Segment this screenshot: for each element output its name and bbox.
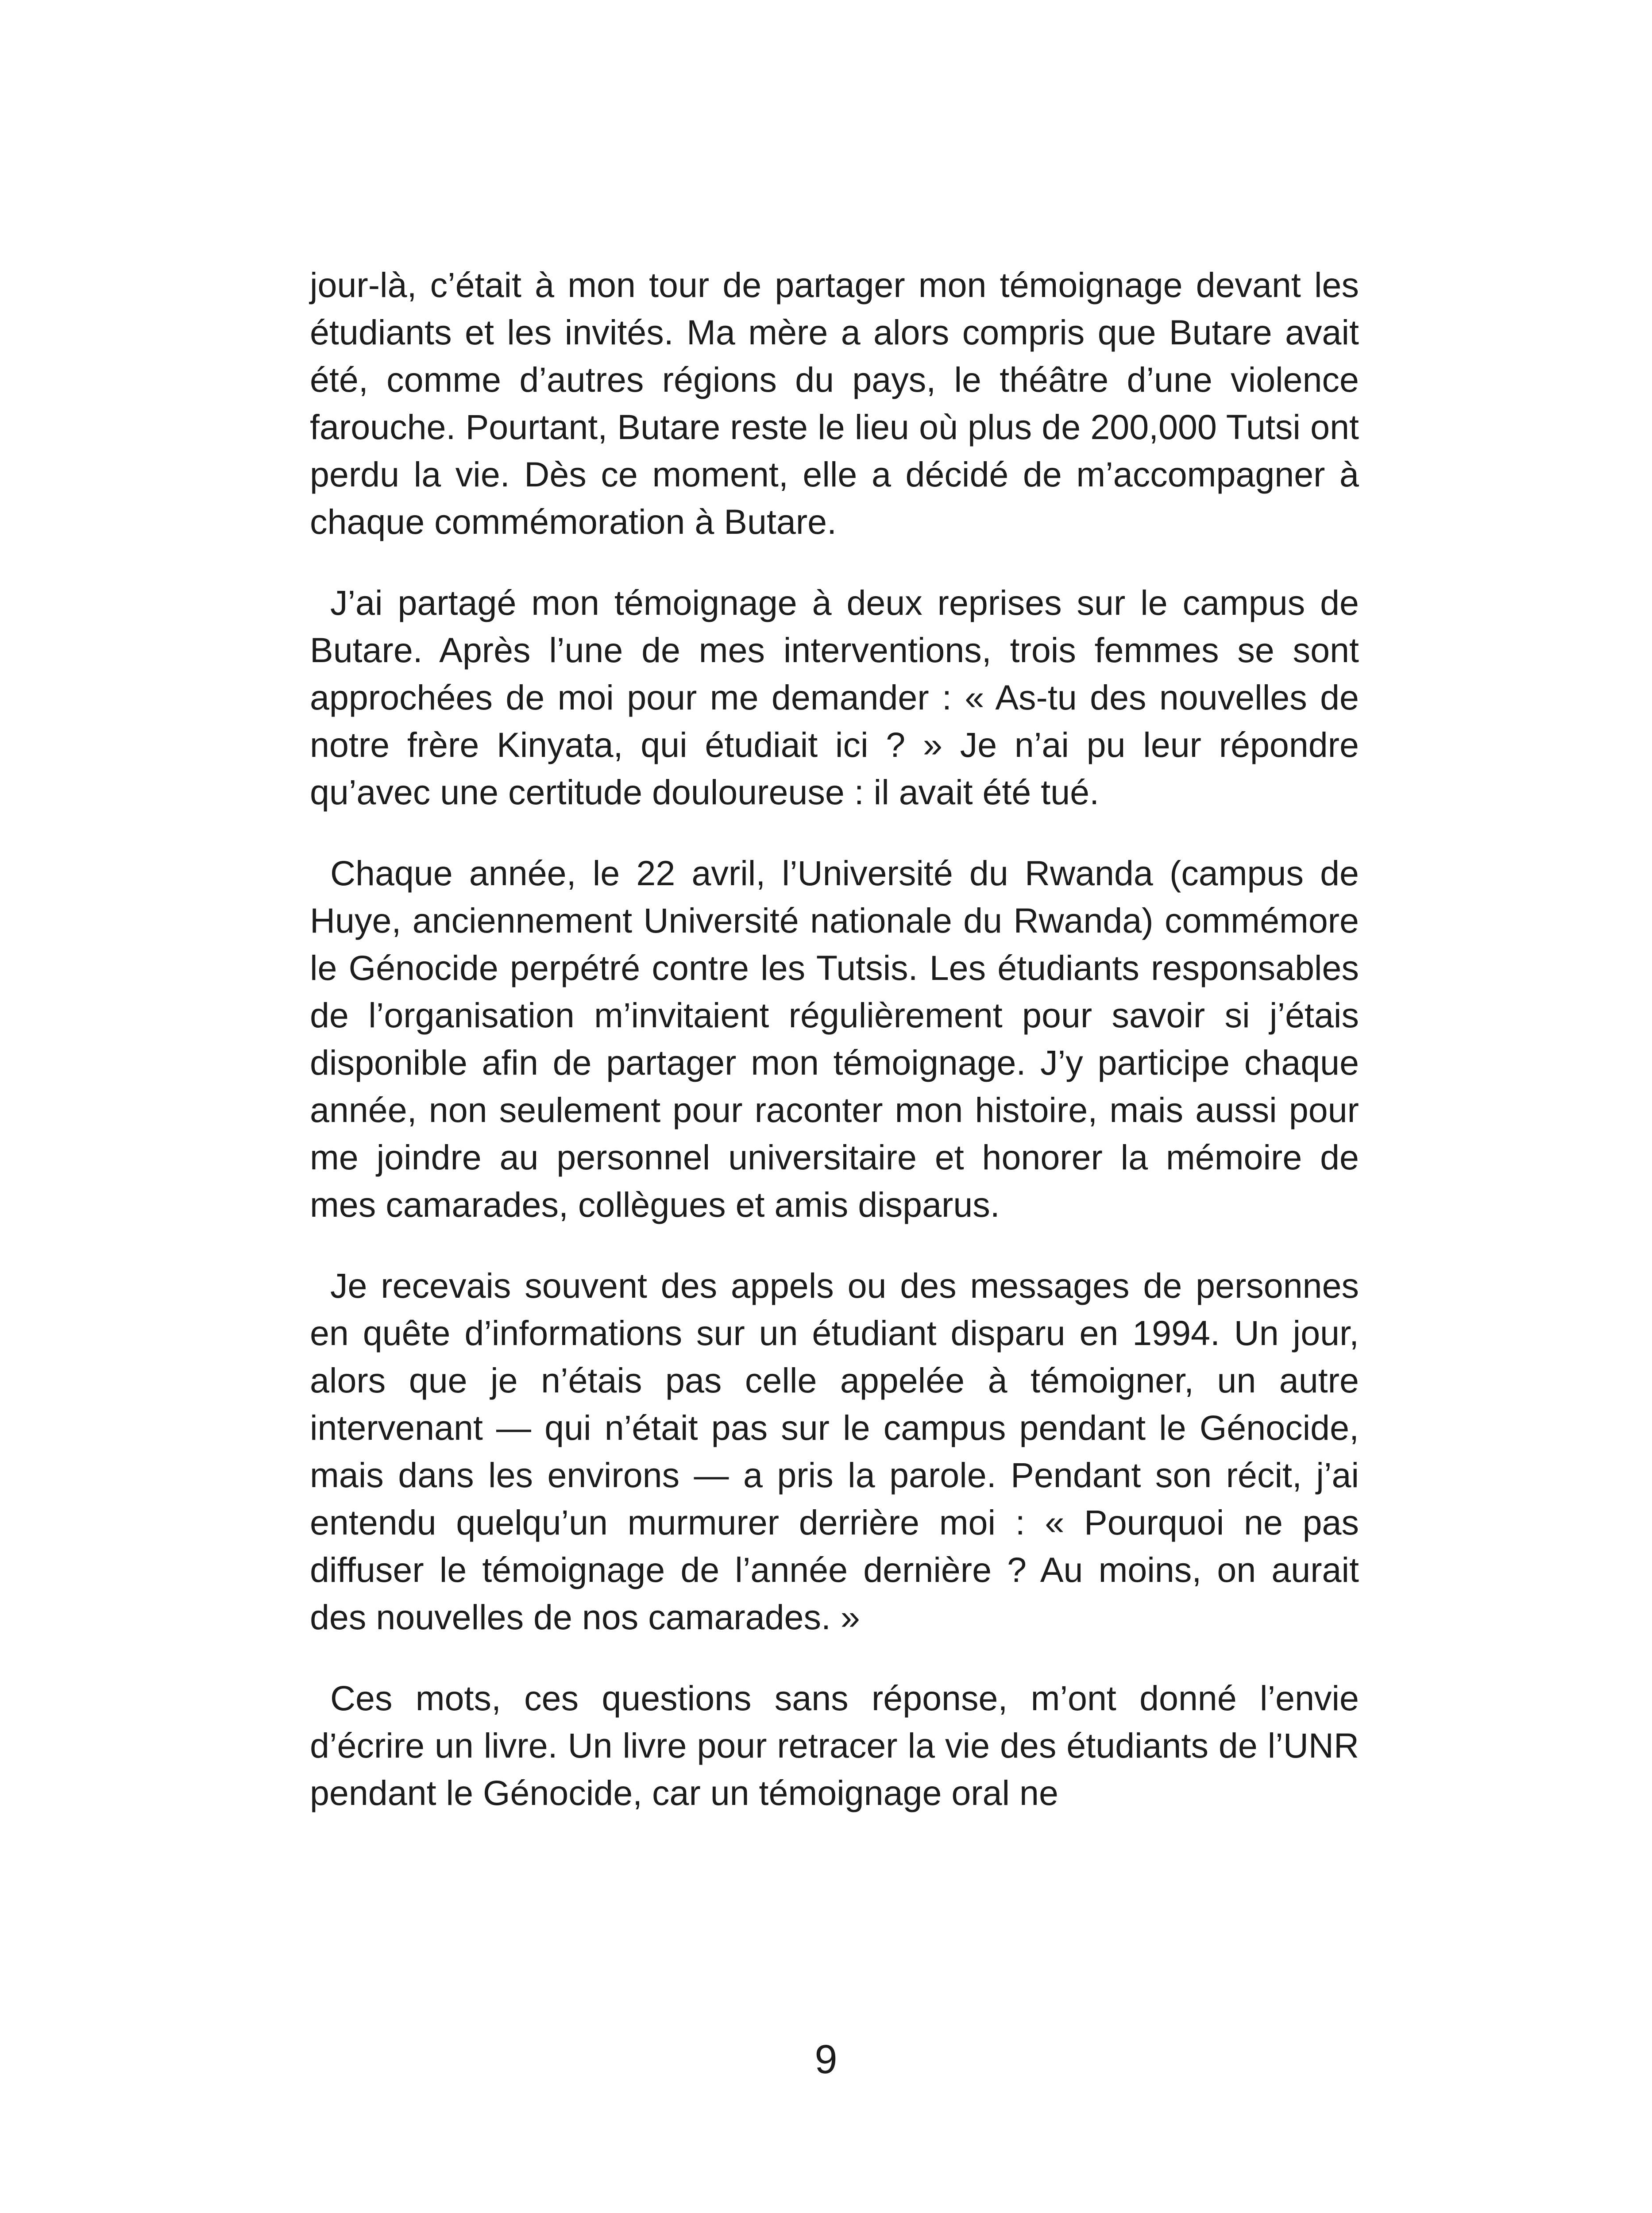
paragraph-2: J’ai partagé mon témoignage à deux reprises sur le campus de Butare. Après l’une de mes interventions, trois femmes se sont approchées de moi pour me demander : « As-tu des nouvelles de notre frère Kinyata, qui étudiait ici ? » Je n’ai pu leur répondre qu’avec une certitude douloureuse : il avait été tué. <box>310 583 1359 812</box>
paragraph-4: Je recevais souvent des appels ou des messages de personnes en quête d’informations sur un étudiant disparu en 1994. Un jour, alors que je n’étais pas celle appelée à témoigner, un autre intervenant — qui n’était pas sur le campus pendant le Génocide, mais dans les environs — a pris la parole. Pendant son récit, j’ai entendu quelqu’un murmurer derrière moi : « Pourquoi ne pas diffuser le témoignage de l’année dernière ? Au moins, on aurait des nouvelles de nos camarades. » <box>310 1266 1359 1637</box>
paragraph-5: Ces mots, ces questions sans réponse, m’ont donné l’envie d’écrire un livre. Un livre pour retracer la vie des étudiants de l’UNR pendant le Génocide, car un témoignage oral ne <box>310 1678 1359 1812</box>
page-number: 9 <box>814 2037 838 2082</box>
paragraph-3: Chaque année, le 22 avril, l’Université du Rwanda (campus de Huye, anciennement Université nationale du Rwanda) commémore le Génocide perpétré contre les Tutsis. Les étudiants responsables de l’organisation m’invitaient régulièrement pour savoir si j’étais disponible afin de partager mon témoignage. J’y participe chaque année, non seulement pour raconter mon histoire, mais aussi pour me joindre au personnel universitaire et honorer la mémoire de mes camarades, collègues et amis disparus. <box>310 853 1359 1224</box>
body-text <box>310 261 1359 1850</box>
paragraph-1: jour-là, c’était à mon tour de partager mon témoignage devant les étudiants et les invités. Ma mère a alors compris que Butare avait été, comme d’autres régions du pays, le théâtre d’une violence farouche. Pourtant, Butare reste le lieu où plus de 200,000 Tutsi ont perdu la vie. Dès ce moment, elle a décidé de m’accompagner à chaque commémoration à Butare. <box>310 265 1359 541</box>
